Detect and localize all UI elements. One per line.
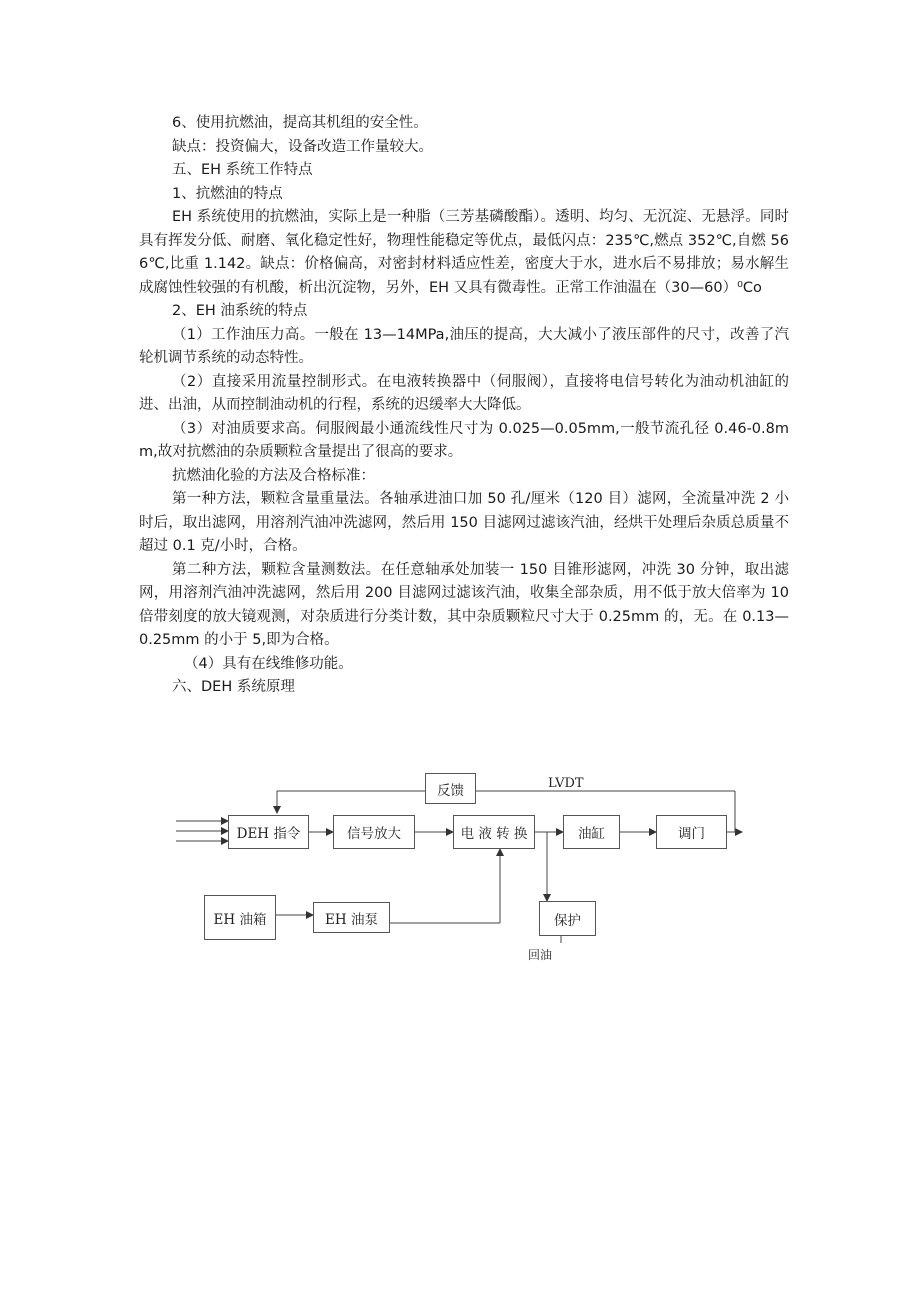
feedback-box — [425, 773, 476, 804]
oil-cylinder-label: 油缸 — [578, 826, 605, 842]
deh-command-label: DEH 指令 — [236, 826, 301, 842]
paragraph-feature-4: （4）具有在线维修功能。 — [184, 655, 353, 672]
valve-label: 调门 — [678, 826, 705, 842]
subheading-fire-resistant-oil: 1、抗燃油的特点 — [172, 185, 283, 202]
deh-command-box — [228, 815, 309, 849]
paragraph-disadvantage: 缺点：投资偏大，设备改造工作量较大。 — [172, 138, 433, 155]
paragraph-feature-2: （2）直接采用流量控制形式。在电液转换器中（伺服阀），直接将电信号转化为油动机油缸的进、出油，从而控制油动机的行程，系统的迟缓率大大降低。 — [139, 373, 789, 413]
paragraph-method-2: 第二种方法，颗粒含量测数法。在任意轴承处加装一 150 目锥形滤网，冲洗 30 分钟，取出滤网，用溶剂汽油冲洗滤网，然后用 200 目滤网过滤该汽油，收集全部杂质，用不低于放大倍率为 10 倍带刻度的放大镜观测，对杂质进行分类计数，其中杂质颗粒尺寸大于 0.25mm 的，无。在 0.13—0.25mm 的小于 5,即为合格。 — [139, 561, 789, 648]
eh-oil-pump-box — [313, 902, 390, 933]
oil-cylinder-box — [563, 815, 620, 849]
section-heading-5: 五、EH 系统工作特点 — [172, 162, 313, 178]
section-heading-6: 六、DEH 系统原理 — [172, 679, 295, 695]
return-oil-label: 回油 — [528, 948, 553, 962]
eh-converter-label: 电 液 转 换 — [460, 826, 528, 842]
eh-oil-tank-label: EH 油箱 — [213, 911, 267, 928]
body-text — [139, 112, 789, 700]
paragraph-item-6: 6、使用抗燃油，提高其机组的安全性。 — [172, 115, 428, 131]
feedback-label: 反馈 — [437, 782, 464, 799]
paragraph-feature-3: （3）对油质要求高。伺服阀最小通流线性尺寸为 0.025—0.05mm,一般节流孔径 0.46-0.8mm,故对抗燃油的杂质颗粒含量提出了很高的要求。 — [139, 420, 789, 460]
eh-converter-box — [453, 815, 535, 849]
paragraph-oil-properties: EH 系统使用的抗燃油，实际上是一种脂（三芳基磷酸酯）。透明、均匀、无沉淀、无悬浮。同时具有挥发分低、耐磨、氧化稳定性好，物理性能稳定等优点，最低闪点：235℃,燃点 352℃,自燃 566℃,比重 1.142。缺点：价格偏高，对密封材料适应性差，密度大于水，进水后不易排放；易水解生成腐蚀性较强的有机酸，析出沉淀物，另外，EH 又具有微毒性。正常工作油温在（30—60）⁰Co — [139, 209, 789, 296]
signal-amplifier-box — [333, 815, 415, 849]
eh-oil-pump-label: EH 油泵 — [325, 911, 378, 928]
subheading-eh-system: 2、EH 油系统的特点 — [172, 303, 308, 319]
valve-box — [656, 815, 727, 849]
eh-oil-tank-box — [204, 895, 276, 940]
protection-box — [539, 901, 596, 936]
deh-block-diagram — [170, 765, 760, 975]
protection-label: 保护 — [554, 912, 581, 929]
paragraph-method-1: 第一种方法，颗粒含量重量法。各轴承进油口加 50 孔/厘米（120 目）滤网，全流量冲洗 2 小时后，取出滤网，用溶剂汽油冲洗滤网，然后用 150 目滤网过滤该汽油，经烘干处理后杂质总质量不超过 0.1 克/小时，合格。 — [139, 491, 789, 554]
paragraph-feature-1: （1）工作油压力高。一般在 13—14MPa,油压的提高，大大减小了液压部件的尺寸，改善了汽轮机调节系统的动态特性。 — [139, 326, 789, 366]
signal-amplifier-label: 信号放大 — [347, 826, 401, 842]
lvdt-label: LVDT — [548, 776, 584, 791]
paragraph-test-methods: 抗燃油化验的方法及合格标准： — [172, 467, 375, 484]
